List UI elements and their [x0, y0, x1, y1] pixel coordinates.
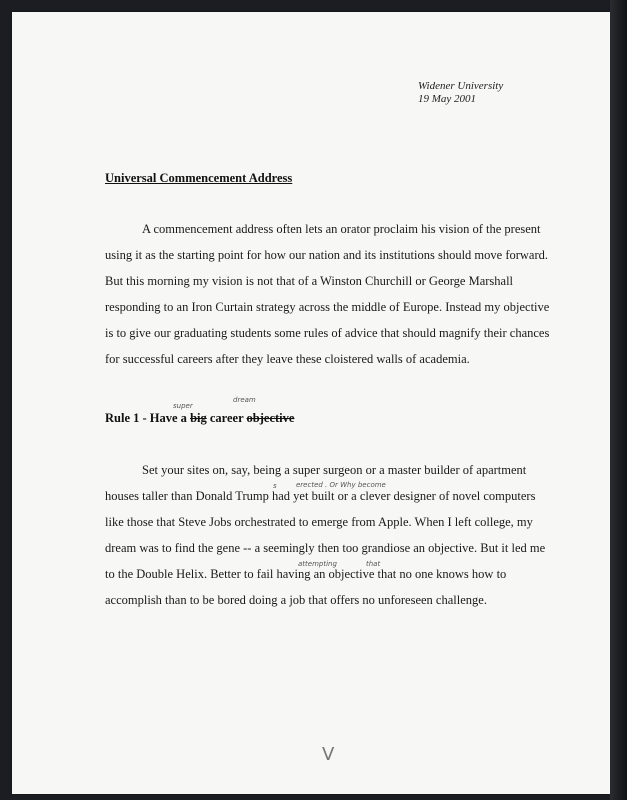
handwritten-annotation: s [273, 482, 277, 490]
handwritten-checkmark: V [322, 744, 335, 765]
paragraph-line: dream was to find the gene -- a seemingly then too grandiose an objective. But it led me [105, 541, 546, 555]
paragraph-line: using it as the starting point for how our nation and its institutions should move forward. [105, 248, 549, 262]
institution-name: Widener University [418, 80, 504, 92]
rule-prefix: Rule 1 - Have a [105, 411, 191, 425]
paragraph-line: houses taller than Donald Trump had yet built or a clever designer of novel computers [105, 489, 536, 503]
paragraph-line: But this morning my vision is not that of a Winston Churchill or George Marshall [105, 274, 514, 288]
document-header [418, 80, 503, 106]
document-page [12, 12, 610, 794]
paragraph-line: for successful careers after they leave these cloistered walls of academia. [105, 352, 470, 366]
paragraph-line: is to give our graduating students some rules of advice that should magnify their chances [105, 326, 550, 340]
paragraph-line: A commencement address often lets an orator proclaim his vision of the present [142, 222, 541, 236]
paragraph-line: accomplish than to be bored doing a job that offers no unforeseen challenge. [105, 593, 487, 607]
paragraph-line: responding to an Iron Curtain strategy across the middle of Europe. Instead my objective [105, 300, 550, 314]
paragraph-line: to the Double Helix. Better to fail having an objective that no one knows how to [105, 567, 507, 581]
rule-middle: career [206, 411, 247, 425]
page-edge [610, 0, 627, 800]
paragraph-line: Set your sites on, say, being a super surgeon or a master builder of apartment [142, 463, 527, 477]
struck-word: big [190, 411, 207, 425]
paragraph-line: like those that Steve Jobs orchestrated to emerge from Apple. When I left college, my [105, 515, 533, 529]
struck-word: objective [246, 411, 295, 425]
handwritten-annotation: dream [233, 396, 256, 404]
document-title: Universal Commencement Address [105, 171, 293, 185]
handwritten-annotation: erected . Or Why become [296, 481, 386, 489]
handwritten-annotation: super [173, 402, 193, 410]
handwritten-annotation: attempting [298, 560, 337, 568]
address-date: 19 May 2001 [418, 93, 477, 105]
rule-1-heading [105, 411, 294, 426]
handwritten-annotation: that [366, 560, 381, 568]
